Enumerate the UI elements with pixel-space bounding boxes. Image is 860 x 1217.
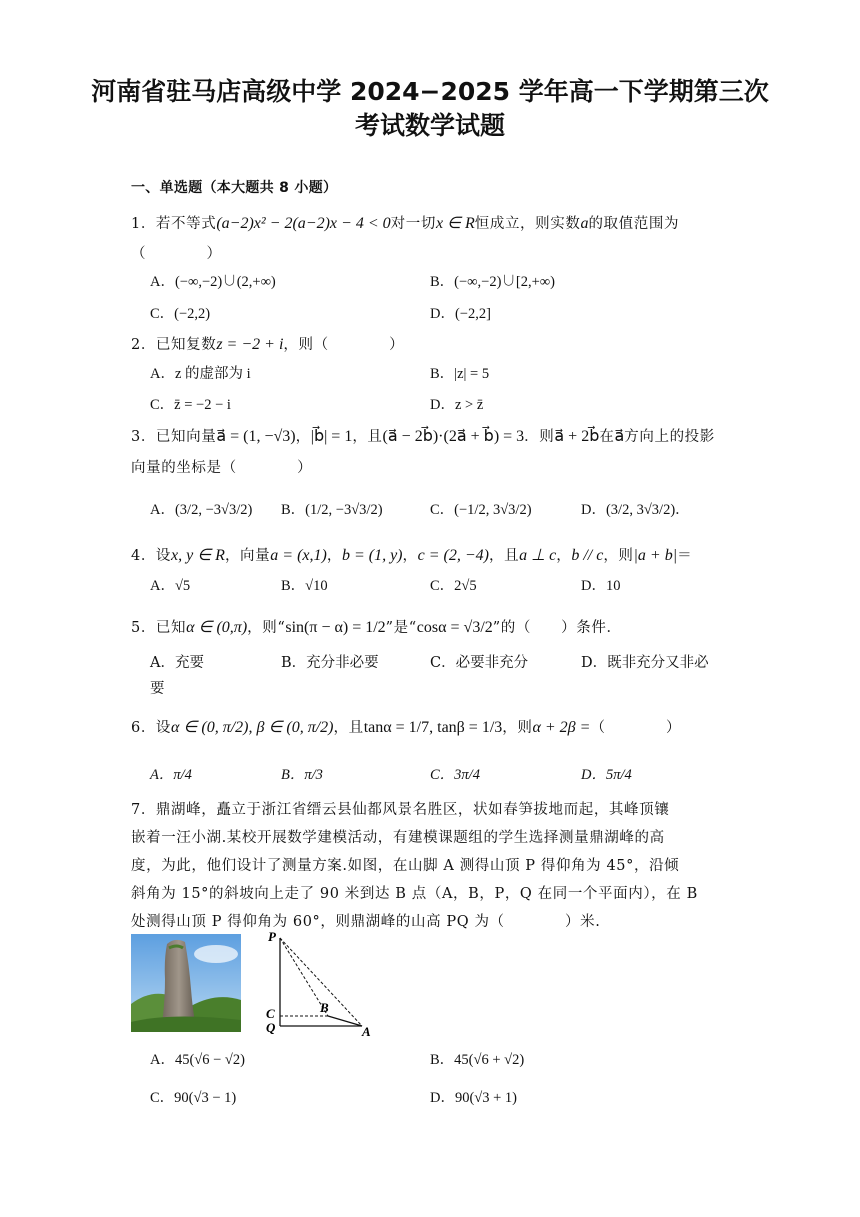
q1-math-ineq: (a−2)x² − 2(a−2)x − 4 < 0 [216, 215, 391, 232]
label-q: Q [266, 1020, 276, 1035]
q6-math-sum: α + 2β = [532, 719, 591, 736]
label-p: P [268, 929, 276, 944]
q6-option-c[interactable]: C．3π/4 [430, 767, 480, 783]
q5-stem-a: 5．已知 [131, 620, 187, 636]
q1-stem-b: 对一切 [390, 216, 436, 232]
q4-stem-a: 4．设 [131, 548, 172, 564]
q4-stem-b: ，向量 [224, 548, 271, 564]
q3-stem-e: 在 [599, 429, 615, 445]
q7-option-b[interactable]: B．45(√6 + √2) [430, 1052, 525, 1068]
q6-stem-d: （ ） [590, 720, 682, 736]
q1-option-c[interactable]: C．(−2,2) [150, 306, 211, 322]
dinghu-peak-photo [131, 934, 241, 1032]
q3-math-a2: a⃗ [614, 428, 625, 445]
q1-var-a: a [580, 215, 589, 232]
q1-math-domain: x ∈ R [435, 215, 475, 232]
q4-option-b[interactable]: B．√10 [281, 578, 328, 594]
q1-option-a[interactable]: A．(−∞,−2)∪(2,+∞) [150, 274, 276, 290]
q5-stem-d: ”的（ ）条件． [492, 620, 622, 636]
q5-math-cos: cosα = √3/2 [416, 619, 493, 636]
q4-math-a: a = (x,1) [270, 547, 327, 564]
q3-stem [131, 425, 715, 446]
q6-option-a[interactable]: A．π/4 [150, 767, 192, 783]
q5-option-c[interactable]: C．必要非充分 [430, 655, 529, 671]
q5-stem-c: ”是“ [385, 620, 417, 636]
geometry-diagram [258, 928, 383, 1036]
q6-stem-c: ，则 [502, 720, 533, 736]
line-ba [328, 1016, 362, 1026]
q7-line2: 嵌着一汪小湖.某校开展数学建模活动，有建模课题组的学生选择测量鼎湖峰的高 [131, 830, 665, 846]
q3-option-c[interactable]: C．(−1/2, 3√3/2) [430, 502, 532, 518]
q5-math-alpha: α ∈ (0,π) [186, 619, 248, 636]
q7-line3: 度，为此，他们设计了测量方案.如图，在山脚 A 测得山顶 P 得仰角为 45°，沿倾 [131, 858, 680, 874]
q4-math-parallel: b // c [571, 547, 604, 564]
q3-option-d[interactable]: D．(3/2, 3√3/2)． [581, 502, 690, 518]
q3-math-b: |b⃗| = 1 [310, 428, 353, 445]
q3-math-sum: a⃗ + 2b⃗ [554, 428, 600, 445]
q4-stem-c: ， [326, 548, 342, 564]
q4-math-b: b = (1, y) [341, 547, 403, 564]
q2-stem-a: 2．已知复数 [131, 337, 217, 353]
q5-stem-b: ，则“ [247, 620, 286, 636]
section-heading: 一、单选题（本大题共 8 小题） [131, 180, 338, 196]
page-title-line1: 河南省驻马店高级中学 2024−2025 学年高一下学期第三次 [91, 77, 769, 106]
q3-stem-f: 方向上的投影 [624, 429, 715, 445]
q7-line1: 7．鼎湖峰，矗立于浙江省缙云县仙都风景名胜区，状如春笋拔地而起，其峰顶镶 [131, 802, 670, 818]
q7-line5: 处测得山顶 P 得仰角为 60°，则鼎湖峰的山高 PQ 为（ ）米. [131, 914, 601, 930]
q1-blank: （ ） [131, 246, 222, 262]
q2-option-d[interactable]: D．z > z̄ [430, 397, 484, 413]
q6-math-range: α ∈ (0, π/2), β ∈ (0, π/2) [171, 719, 334, 736]
q4-math-xy: x, y ∈ R [171, 547, 225, 564]
q1-stem-a: 1．若不等式 [131, 216, 217, 232]
q4-stem-h: ＝ [677, 548, 693, 564]
q7-line4: 斜角为 15°的斜坡向上走了 90 米到达 B 点（A，B，P，Q 在同一个平面内），在 B [131, 886, 698, 902]
q3-option-a[interactable]: A．(3/2, −3√3/2) [150, 502, 253, 518]
q5-option-a[interactable]: A．充要 [150, 655, 204, 671]
q5-option-b[interactable]: B．充分非必要 [281, 655, 379, 671]
q5-stem [131, 616, 622, 637]
q4-stem-f: ， [556, 548, 572, 564]
q5-math-sin: sin(π − α) = 1/2 [285, 619, 386, 636]
q2-option-b[interactable]: B．|z| = 5 [430, 366, 490, 382]
q4-option-c[interactable]: C．2√5 [430, 578, 477, 594]
q1-stem-c: 恒成立，则实数 [474, 216, 581, 232]
q2-stem-b: ，则（ ） [283, 337, 405, 353]
q1-stem-d: 的取值范围为 [588, 216, 680, 232]
q6-stem-a: 6．设 [131, 720, 172, 736]
q4-stem [131, 544, 692, 565]
q6-option-d[interactable]: D．5π/4 [581, 767, 632, 783]
label-b: B [320, 1000, 329, 1015]
q2-option-a[interactable]: A．z 的虚部为 i [150, 366, 251, 382]
q4-stem-g: ，则 [603, 548, 634, 564]
q4-math-abs: |a + b| [633, 547, 678, 564]
q1-stem [131, 212, 679, 233]
q6-stem-b: ，且 [333, 720, 364, 736]
q4-option-a[interactable]: A．√5 [150, 578, 191, 594]
q6-option-b[interactable]: B．π/3 [281, 767, 323, 783]
q3-math-product: (a⃗ − 2b⃗)·(2a⃗ + b⃗) = 3 [382, 428, 525, 445]
q3-stem-a: 3．已知向量 [131, 429, 217, 445]
q3-math-a: a⃗ = (1, −√3) [216, 428, 296, 445]
q6-stem [131, 716, 681, 737]
q2-stem [131, 333, 404, 354]
q2-math-z: z = −2 + i [216, 336, 284, 353]
q3-option-b[interactable]: B．(1/2, −3√3/2) [281, 502, 383, 518]
q7-option-c[interactable]: C．90(√3 − 1) [150, 1090, 237, 1106]
q2-option-c[interactable]: C．z̄ = −2 − i [150, 397, 231, 413]
q3-stem-b: ， [295, 429, 311, 445]
q1-option-d[interactable]: D．(−2,2] [430, 306, 491, 322]
q6-math-tan: tanα = 1/7, tanβ = 1/3 [363, 719, 503, 736]
q7-option-a[interactable]: A．45(√6 − √2) [150, 1052, 245, 1068]
q4-stem-e: ，且 [488, 548, 520, 564]
q3-stem-c: ，且 [352, 429, 383, 445]
q5-option-d[interactable]: D．既非充分又非必 [581, 655, 709, 671]
label-a: A [362, 1024, 371, 1036]
q4-option-d[interactable]: D．10 [581, 578, 621, 594]
q5-option-d-wrap: 要 [150, 681, 165, 697]
q4-math-perp: a ⊥ c [519, 547, 557, 564]
q7-option-d[interactable]: D．90(√3 + 1) [430, 1090, 518, 1106]
q3-stem-d: ．则 [524, 429, 555, 445]
q4-stem-d: ， [402, 548, 418, 564]
q3-stem-line2: 向量的坐标是（ ） [131, 460, 313, 476]
label-c: C [266, 1006, 275, 1021]
q4-math-c: c = (2, −4) [417, 547, 489, 564]
q1-option-b[interactable]: B．(−∞,−2)∪[2,+∞) [430, 274, 555, 290]
page-title-line2: 考试数学试题 [354, 111, 505, 140]
